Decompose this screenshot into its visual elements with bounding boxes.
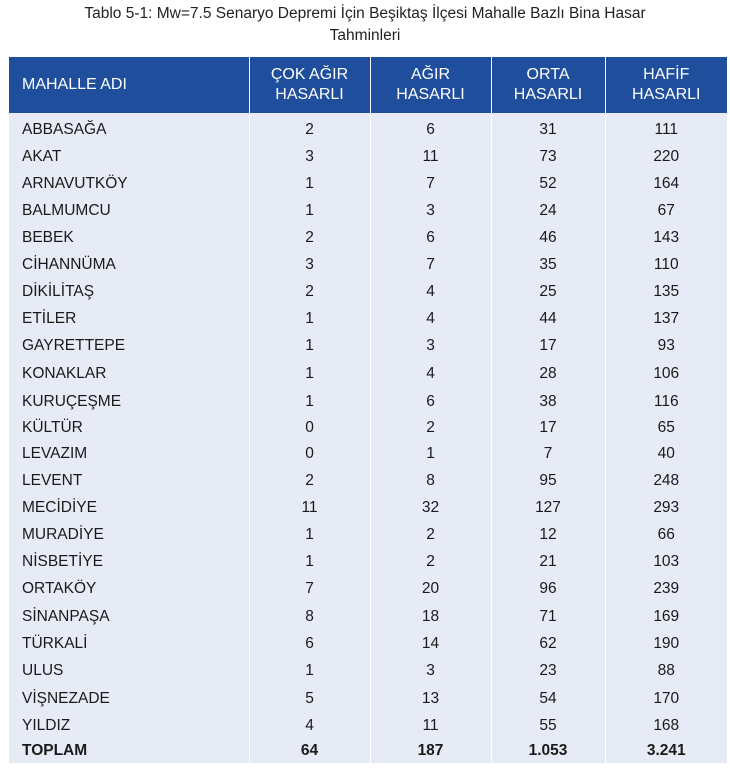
mahalle-name: MURADİYE — [9, 521, 249, 548]
cok-agir-value: 2 — [249, 278, 370, 305]
orta-value: 7 — [491, 440, 605, 467]
cok-agir-value: 0 — [249, 440, 370, 467]
mahalle-name: ULUS — [9, 657, 249, 685]
orta-value: 12 — [491, 521, 605, 548]
caption-line-2: Tahminleri — [329, 27, 401, 44]
hafif-value: 110 — [605, 251, 727, 278]
agir-value: 13 — [370, 685, 491, 712]
mahalle-name: NİSBETİYE — [9, 548, 249, 575]
cok-agir-value: 1 — [249, 388, 370, 415]
agir-value: 6 — [370, 113, 491, 143]
hafif-value: 293 — [605, 494, 727, 521]
agir-value: 2 — [370, 415, 491, 440]
table-caption — [0, 0, 730, 50]
header-hafif — [605, 57, 727, 113]
agir-value: 14 — [370, 630, 491, 657]
cok-agir-value: 3 — [249, 143, 370, 170]
hafif-value: 164 — [605, 170, 727, 197]
mahalle-name: ORTAKÖY — [9, 575, 249, 603]
hafif-value: 66 — [605, 521, 727, 548]
table-header — [9, 57, 727, 113]
total-label: TOPLAM — [9, 739, 249, 763]
caption-line-1: Tablo 5-1: Mw=7.5 Senaryo Depremi İçin Beşiktaş İlçesi Mahalle Bazlı Bina Hasar — [84, 5, 646, 22]
agir-value: 18 — [370, 603, 491, 630]
table-row — [9, 305, 727, 332]
orta-value: 17 — [491, 332, 605, 360]
cok-agir-value: 3 — [249, 251, 370, 278]
agir-value: 11 — [370, 712, 491, 739]
header-cok-agir-line1: ÇOK AĞIR — [270, 66, 349, 83]
agir-value: 2 — [370, 548, 491, 575]
orta-value: 44 — [491, 305, 605, 332]
hafif-value: 103 — [605, 548, 727, 575]
orta-value: 52 — [491, 170, 605, 197]
table-row — [9, 113, 727, 143]
table-row — [9, 521, 727, 548]
orta-value: 23 — [491, 657, 605, 685]
mahalle-name: ABBASAĞA — [9, 113, 249, 143]
cok-agir-value: 1 — [249, 657, 370, 685]
table-row — [9, 440, 727, 467]
mahalle-name: VİŞNEZADE — [9, 685, 249, 712]
header-agir-line1: AĞIR — [410, 66, 451, 83]
table-body — [9, 113, 727, 763]
cok-agir-value: 4 — [249, 712, 370, 739]
table-row — [9, 630, 727, 657]
table-row — [9, 712, 727, 739]
cok-agir-value: 0 — [249, 415, 370, 440]
cok-agir-value: 1 — [249, 360, 370, 388]
cok-agir-value: 2 — [249, 224, 370, 251]
cok-agir-value: 7 — [249, 575, 370, 603]
agir-value: 20 — [370, 575, 491, 603]
cok-agir-value: 1 — [249, 548, 370, 575]
total-row — [9, 739, 727, 763]
hafif-value: 190 — [605, 630, 727, 657]
hafif-value: 106 — [605, 360, 727, 388]
total-orta: 1.053 — [491, 739, 605, 763]
mahalle-name: KURUÇEŞME — [9, 388, 249, 415]
agir-value: 3 — [370, 332, 491, 360]
table-row — [9, 415, 727, 440]
table-row — [9, 388, 727, 415]
header-hafif-line2: HASARLI — [632, 86, 701, 103]
table-row — [9, 224, 727, 251]
cok-agir-value: 1 — [249, 521, 370, 548]
table-row — [9, 170, 727, 197]
mahalle-name: YILDIZ — [9, 712, 249, 739]
header-mahalle-adi: MAHALLE ADI — [9, 57, 249, 113]
table-row — [9, 143, 727, 170]
agir-value: 11 — [370, 143, 491, 170]
orta-value: 71 — [491, 603, 605, 630]
mahalle-name: LEVENT — [9, 467, 249, 494]
mahalle-name: GAYRETTEPE — [9, 332, 249, 360]
table-row — [9, 657, 727, 685]
agir-value: 4 — [370, 305, 491, 332]
agir-value: 2 — [370, 521, 491, 548]
total-hafif: 3.241 — [605, 739, 727, 763]
orta-value: 24 — [491, 197, 605, 224]
agir-value: 6 — [370, 224, 491, 251]
orta-value: 21 — [491, 548, 605, 575]
table-row — [9, 575, 727, 603]
mahalle-name: AKAT — [9, 143, 249, 170]
hafif-value: 143 — [605, 224, 727, 251]
table-row — [9, 251, 727, 278]
table-row — [9, 197, 727, 224]
mahalle-name: BALMUMCU — [9, 197, 249, 224]
cok-agir-value: 8 — [249, 603, 370, 630]
orta-value: 54 — [491, 685, 605, 712]
orta-value: 28 — [491, 360, 605, 388]
orta-value: 25 — [491, 278, 605, 305]
hafif-value: 67 — [605, 197, 727, 224]
orta-value: 17 — [491, 415, 605, 440]
agir-value: 4 — [370, 360, 491, 388]
mahalle-name: MECİDİYE — [9, 494, 249, 521]
table-row — [9, 548, 727, 575]
agir-value: 3 — [370, 657, 491, 685]
orta-value: 46 — [491, 224, 605, 251]
agir-value: 32 — [370, 494, 491, 521]
agir-value: 7 — [370, 170, 491, 197]
hafif-value: 88 — [605, 657, 727, 685]
table-row — [9, 467, 727, 494]
hafif-value: 239 — [605, 575, 727, 603]
hafif-value: 220 — [605, 143, 727, 170]
cok-agir-value: 1 — [249, 305, 370, 332]
mahalle-name: BEBEK — [9, 224, 249, 251]
cok-agir-value: 1 — [249, 170, 370, 197]
orta-value: 73 — [491, 143, 605, 170]
total-agir: 187 — [370, 739, 491, 763]
mahalle-name: DİKİLİTAŞ — [9, 278, 249, 305]
header-orta-line2: HASARLI — [513, 86, 583, 103]
cok-agir-value: 5 — [249, 685, 370, 712]
hafif-value: 111 — [605, 113, 727, 143]
hafif-value: 248 — [605, 467, 727, 494]
table-row — [9, 332, 727, 360]
table-row — [9, 494, 727, 521]
header-cok-agir — [249, 57, 370, 113]
hafif-value: 40 — [605, 440, 727, 467]
cok-agir-value: 1 — [249, 332, 370, 360]
table-row — [9, 685, 727, 712]
orta-value: 62 — [491, 630, 605, 657]
orta-value: 35 — [491, 251, 605, 278]
orta-value: 127 — [491, 494, 605, 521]
agir-value: 1 — [370, 440, 491, 467]
agir-value: 4 — [370, 278, 491, 305]
cok-agir-value: 6 — [249, 630, 370, 657]
total-cok-agir: 64 — [249, 739, 370, 763]
orta-value: 38 — [491, 388, 605, 415]
mahalle-name: SİNANPAŞA — [9, 603, 249, 630]
mahalle-name: ARNAVUTKÖY — [9, 170, 249, 197]
mahalle-name: KONAKLAR — [9, 360, 249, 388]
cok-agir-value: 1 — [249, 197, 370, 224]
agir-value: 3 — [370, 197, 491, 224]
table-row — [9, 360, 727, 388]
agir-value: 7 — [370, 251, 491, 278]
mahalle-name: ETİLER — [9, 305, 249, 332]
cok-agir-value: 2 — [249, 467, 370, 494]
damage-table — [9, 57, 727, 763]
orta-value: 55 — [491, 712, 605, 739]
cok-agir-value: 11 — [249, 494, 370, 521]
header-agir — [370, 57, 491, 113]
hafif-value: 65 — [605, 415, 727, 440]
header-orta — [491, 57, 605, 113]
hafif-value: 137 — [605, 305, 727, 332]
agir-value: 8 — [370, 467, 491, 494]
mahalle-name: LEVAZIM — [9, 440, 249, 467]
hafif-value: 116 — [605, 388, 727, 415]
hafif-value: 135 — [605, 278, 727, 305]
orta-value: 31 — [491, 113, 605, 143]
header-cok-agir-line2: HASARLI — [275, 86, 344, 103]
header-orta-line1: ORTA — [526, 66, 570, 83]
hafif-value: 168 — [605, 712, 727, 739]
table-row — [9, 603, 727, 630]
hafif-value: 170 — [605, 685, 727, 712]
mahalle-name: KÜLTÜR — [9, 415, 249, 440]
header-hafif-line1: HAFİF — [643, 66, 690, 83]
cok-agir-value: 2 — [249, 113, 370, 143]
table-row — [9, 278, 727, 305]
hafif-value: 169 — [605, 603, 727, 630]
orta-value: 95 — [491, 467, 605, 494]
header-agir-line2: HASARLI — [396, 86, 465, 103]
hafif-value: 93 — [605, 332, 727, 360]
orta-value: 96 — [491, 575, 605, 603]
agir-value: 6 — [370, 388, 491, 415]
mahalle-name: TÜRKALİ — [9, 630, 249, 657]
mahalle-name: CİHANNÜMA — [9, 251, 249, 278]
